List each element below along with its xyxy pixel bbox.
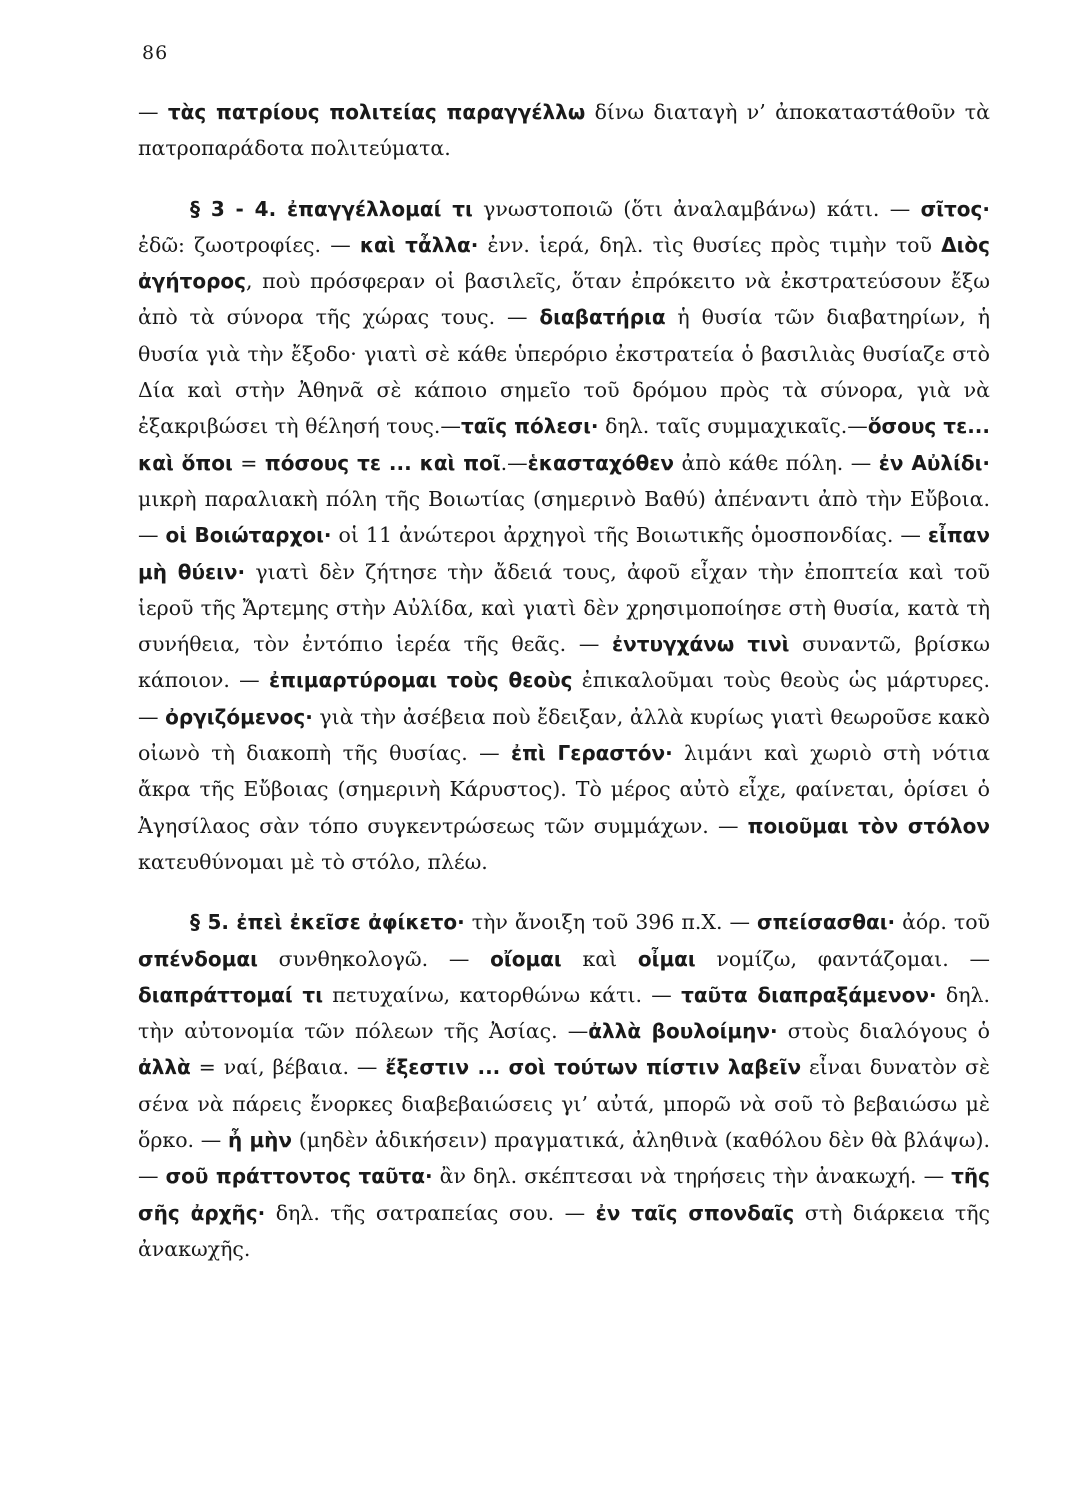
gloss-text: νομίζω, φαντάζομαι. — — [695, 946, 990, 971]
lemma-headword: ἀλλὰ βουλοίμην· — [588, 1019, 778, 1044]
page-number: 86 — [142, 42, 169, 64]
lemma-headword: ἦ μὴν — [228, 1128, 293, 1153]
gloss-text: συναντῶ, βρίσκω κάποιον. — — [138, 632, 990, 693]
gloss-text: = ναί, βέβαια. — — [190, 1055, 386, 1080]
gloss-text: γιατὶ δὲν ζήτησε τὴν ἄδειά τους, ἀφοῦ εἶχαν τὴν ἐποπτεία καὶ τοῦ ἱεροῦ τῆς Ἄρτεμης στὴν Αὐλίδα, καὶ γιατὶ δὲν χρησιμοποίησε στὴ θυσία, κατὰ τὴ συνήθεια, τὸν ἐντόπιο ἱερέα τῆς θεᾶς. — — [138, 559, 990, 657]
gloss-text: ἀπὸ κάθε πόλη. — — [673, 450, 879, 475]
gloss-text: στὴ διάρκεια τῆς ἀνακωχῆς. — [138, 1200, 990, 1261]
lemma-headword: § 5. ἐπεὶ ἐκεῖσε ἀφίκετο· — [190, 910, 465, 935]
gloss-text: ἐδῶ: ζωοτροφίες. — — [138, 232, 360, 257]
gloss-text: ἐπικαλοῦμαι τοὺς θεοὺς ὡς μάρτυρες. — — [138, 668, 991, 729]
lemma-headword: σπένδομαι — [138, 946, 258, 971]
gloss-text: δηλ. τὴν αὐτονομία τῶν πόλεων τῆς Ἀσίας. — — [138, 982, 990, 1044]
gloss-text: δηλ. τῆς σατραπείας σου. — — [265, 1200, 596, 1225]
gloss-text: , ποὺ πρόσφεραν οἱ βασιλεῖς, ὅταν ἐπρόκειτο νὰ ἐκστρατεύσουν ἔξω ἀπὸ τὰ σύνορα τῆς χώρας τους. — — [138, 269, 990, 330]
gloss-text: κατευθύνομαι μὲ τὸ στόλο, πλέω. — [138, 849, 488, 874]
lemma-headword: ἑκασταχόθεν — [527, 450, 674, 475]
paragraph-section-3-4 — [138, 191, 990, 881]
gloss-text: στοὺς διαλόγους ὁ — [777, 1019, 991, 1044]
lemma-headword: ἐπὶ Γεραστόν· — [510, 741, 673, 766]
gloss-text: πετυχαίνω, κατορθώνω κάτι. — — [322, 982, 682, 1007]
gloss-text: — — [138, 100, 168, 124]
lemma-headword: οἱ Βοιώταρχοι· — [165, 523, 332, 548]
lemma-headword: τὰς πατρίους πολιτείας παραγγέλλω — [167, 100, 586, 124]
gloss-text: ἡ θυσία τῶν διαβατηρίων, ἡ θυσία γιὰ τὴν ἔξοδο· γιατὶ σὲ κάθε ὑπερόριο ἐκστρατεία ὁ βασιλιὰς θυσίαζε στὸ Δία καὶ στὴν Ἀθηνᾶ σὲ κάποιο σημεῖο τοῦ δρόμου πρὸς τὰ σύνορα, γιὰ νὰ ἐξακριβώσει τὴ θέλησή τους.— — [138, 305, 991, 439]
gloss-text: τὴν ἄνοιξη τοῦ 396 π.Χ. — — [464, 910, 757, 935]
lemma-headword: ἔξεστιν ... σοὶ τούτων πίστιν λαβεῖν — [385, 1055, 802, 1080]
lemma-headword: εἶπαν μὴ θύειν· — [138, 523, 990, 584]
gloss-text: ἀόρ. τοῦ — [895, 910, 990, 935]
gloss-text: = — [232, 450, 265, 475]
lemma-headword: σπείσασθαι· — [757, 910, 896, 935]
lemma-headword: ἐν Αὐλίδι· — [878, 450, 990, 475]
gloss-text: δίνω διαταγὴ ν’ ἀποκαταστάθοῦν τὰ πατροπαράδοτα πολιτεύματα. — [138, 100, 990, 161]
lemma-headword: ὀργιζόμενος· — [165, 704, 313, 729]
lemma-headword: ταῖς πόλεσι· — [460, 414, 599, 439]
lemma-headword: τῆς σῆς ἀρχῆς· — [138, 1164, 990, 1225]
lemma-headword: σῖτος· — [920, 196, 990, 221]
lemma-headword: σοῦ πράττοντος ταῦτα· — [165, 1164, 433, 1189]
lemma-headword: § 3 - 4. ἐπαγγέλλομαί τι — [190, 196, 473, 221]
gloss-text: (μηδὲν ἀδικήσειν) πραγματικά, ἀληθινὰ (καθόλου δὲν θὰ βλάψω). — — [138, 1128, 990, 1189]
paragraph-section-5 — [138, 904, 990, 1267]
lemma-headword: ταῦτα διαπραξάμενον· — [681, 982, 937, 1007]
lemma-headword: καὶ τἆλλα· — [359, 232, 479, 257]
paragraph-patrioi-politeiai — [138, 94, 990, 167]
lemma-headword: ἐντυγχάνω τινὶ — [612, 632, 790, 657]
gloss-text: εἶναι δυνατὸν σὲ σένα νὰ πάρεις ἔνορκες διαβεβαιώσεις γι’ αὐτά, μπορῶ νὰ σοῦ τὸ βεβαιώσω μὲ ὅρκο. — — [138, 1055, 991, 1153]
lemma-headword: ἐν ταῖς σπονδαῖς — [595, 1200, 795, 1225]
gloss-text: συνθηκολογῶ. — — [257, 946, 491, 971]
lemma-headword: διαπράττομαί τι — [138, 982, 323, 1007]
gloss-text: ἐνν. ἱερά, δηλ. τὶς θυσίες πρὸς τιμὴν τοῦ — [478, 232, 942, 257]
page-content — [138, 94, 990, 1267]
lemma-headword: πόσους τε ... καὶ ποῖ — [264, 450, 501, 475]
lemma-headword: ὅσους τε... καὶ ὅποι — [138, 414, 990, 475]
gloss-text: γνωστοποιῶ (ὅτι ἀναλαμβάνω) κάτι. — — [472, 196, 921, 221]
gloss-text: λιμάνι καὶ χωριὸ στὴ νότια ἄκρα τῆς Εὔβοιας (σημερινὴ Κάρυστος). Τὸ μέρος αὐτὸ εἶχε, φαίνεται, ὁρίσει ὁ Ἀγησίλαος σὰν τόπο συγκεντρώσεως τῶν συμμάχων. — — [138, 741, 990, 838]
gloss-text: ἂν δηλ. σκέπτεσαι νὰ τηρήσεις τὴν ἀνακωχή. — — [432, 1164, 952, 1189]
lemma-headword: ἀλλὰ — [138, 1055, 191, 1080]
lemma-headword: ποιοῦμαι τὸν στόλον — [747, 813, 990, 838]
gloss-text: γιὰ τὴν ἀσέβεια ποὺ ἔδειξαν, ἀλλὰ κυρίως γιατὶ θεωροῦσε κακὸ οἰωνὸ τὴ διακοπὴ τῆς θυσίας. — — [138, 704, 990, 766]
gloss-text: δηλ. ταῖς συμμαχικαῖς.— — [598, 414, 868, 439]
lemma-headword: οἴομαι — [490, 946, 562, 971]
gloss-text: .— — [500, 450, 528, 475]
gloss-text: μικρὴ παραλιακὴ πόλη τῆς Βοιωτίας (σημερινὸ Βαθύ) ἀπέναντι ἀπὸ τὴν Εὔβοια. — — [138, 486, 990, 548]
lemma-headword: ἐπιμαρτύρομαι τοὺς θεοὺς — [268, 668, 573, 693]
lemma-headword: διαβατήρια — [539, 305, 666, 330]
lemma-headword: οἶμαι — [637, 946, 696, 971]
lemma-headword: Διὸς ἀγήτορος — [138, 232, 990, 294]
gloss-text: καὶ — [561, 946, 638, 971]
gloss-text: οἱ 11 ἀνώτεροι ἀρχηγοὶ τῆς Βοιωτικῆς ὁμοσπονδίας. — — [331, 523, 928, 548]
